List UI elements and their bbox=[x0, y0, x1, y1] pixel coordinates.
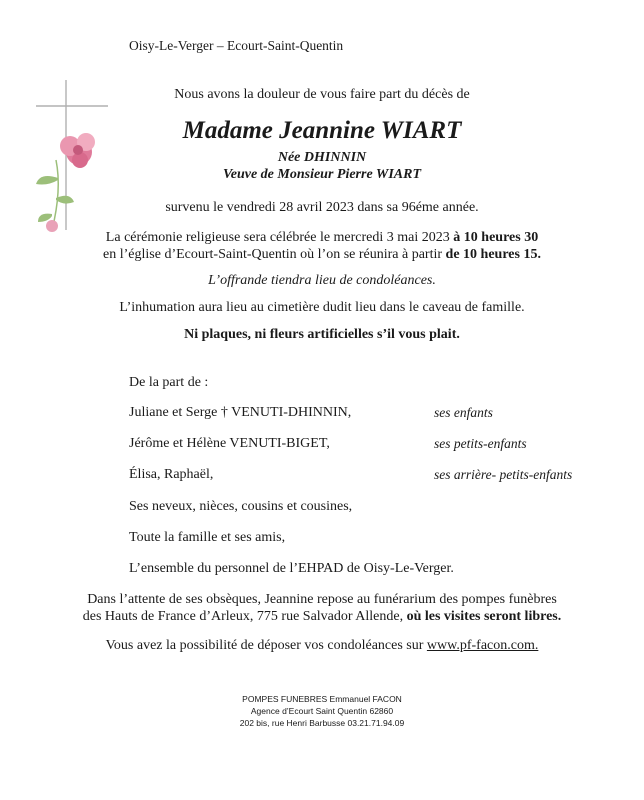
family-row-names: Juliane et Serge † VENUTI-DHINNIN, bbox=[129, 405, 352, 420]
family-other-line: Toute la famille et ses amis, bbox=[129, 530, 286, 545]
family-row-relation: ses petits-enfants bbox=[434, 436, 527, 451]
family-row-relation: ses enfants bbox=[434, 405, 493, 420]
death-date: survenu le vendredi 28 avril 2023 dans sa 96éme année. bbox=[165, 200, 479, 215]
family-row-names: Élisa, Raphaël, bbox=[129, 467, 214, 482]
maiden-name: Née DHINNIN bbox=[277, 150, 367, 165]
intro-text: Nous avons la douleur de vous faire part du décès de bbox=[174, 87, 470, 102]
ceremony-line-1: La cérémonie religieuse sera célébrée le mercredi 3 mai 2023 à 10 heures 30 bbox=[105, 230, 539, 245]
family-intro: De la part de : bbox=[129, 375, 209, 390]
family-row-names: Jérôme et Hélène VENUTI-BIGET, bbox=[129, 436, 330, 451]
condolences-link[interactable]: www.pf-facon.com. bbox=[426, 638, 539, 653]
deceased-name: Madame Jeannine WIART bbox=[182, 117, 462, 144]
family-other-line: L’ensemble du personnel de l’EHPAD de Oisy-Le-Verger. bbox=[129, 561, 454, 576]
family-other-line: Ses neveux, nièces, cousins et cousines, bbox=[129, 499, 353, 514]
condolences-text: Vous avez la possibilité de déposer vos condoléances sur www.pf-facon.com. bbox=[105, 638, 539, 653]
footer-company: POMPES FUNEBRES Emmanuel FACON bbox=[242, 694, 402, 704]
widow-of: Veuve de Monsieur Pierre WIART bbox=[222, 167, 422, 182]
header-location: Oisy-Le-Verger – Ecourt-Saint-Quentin bbox=[129, 38, 344, 53]
visits-line-2: des Hauts de France d’Arleux, 775 rue Salvador Allende, où les visites seront libres. bbox=[82, 609, 562, 624]
visits-line-1: Dans l’attente de ses obsèques, Jeannine repose au funérarium des pompes funèbres bbox=[87, 592, 557, 607]
footer-address: 202 bis, rue Henri Barbusse 03.21.71.94.09 bbox=[239, 718, 405, 728]
inhumation-text: L’inhumation aura lieu au cimetière dudit lieu dans le caveau de famille. bbox=[119, 300, 525, 315]
offrande-text: L’offrande tiendra lieu de condoléances. bbox=[208, 273, 436, 288]
plaques-notice: Ni plaques, ni fleurs artificielles s’il vous plait. bbox=[184, 327, 460, 342]
footer-agency: Agence d’Ecourt Saint Quentin 62860 bbox=[250, 706, 394, 716]
ceremony-line-2: en l’église d’Ecourt-Saint-Quentin où l’on se réunira à partir de 10 heures 15. bbox=[103, 247, 541, 262]
family-row-relation: ses arrière- petits-enfants bbox=[434, 467, 573, 482]
